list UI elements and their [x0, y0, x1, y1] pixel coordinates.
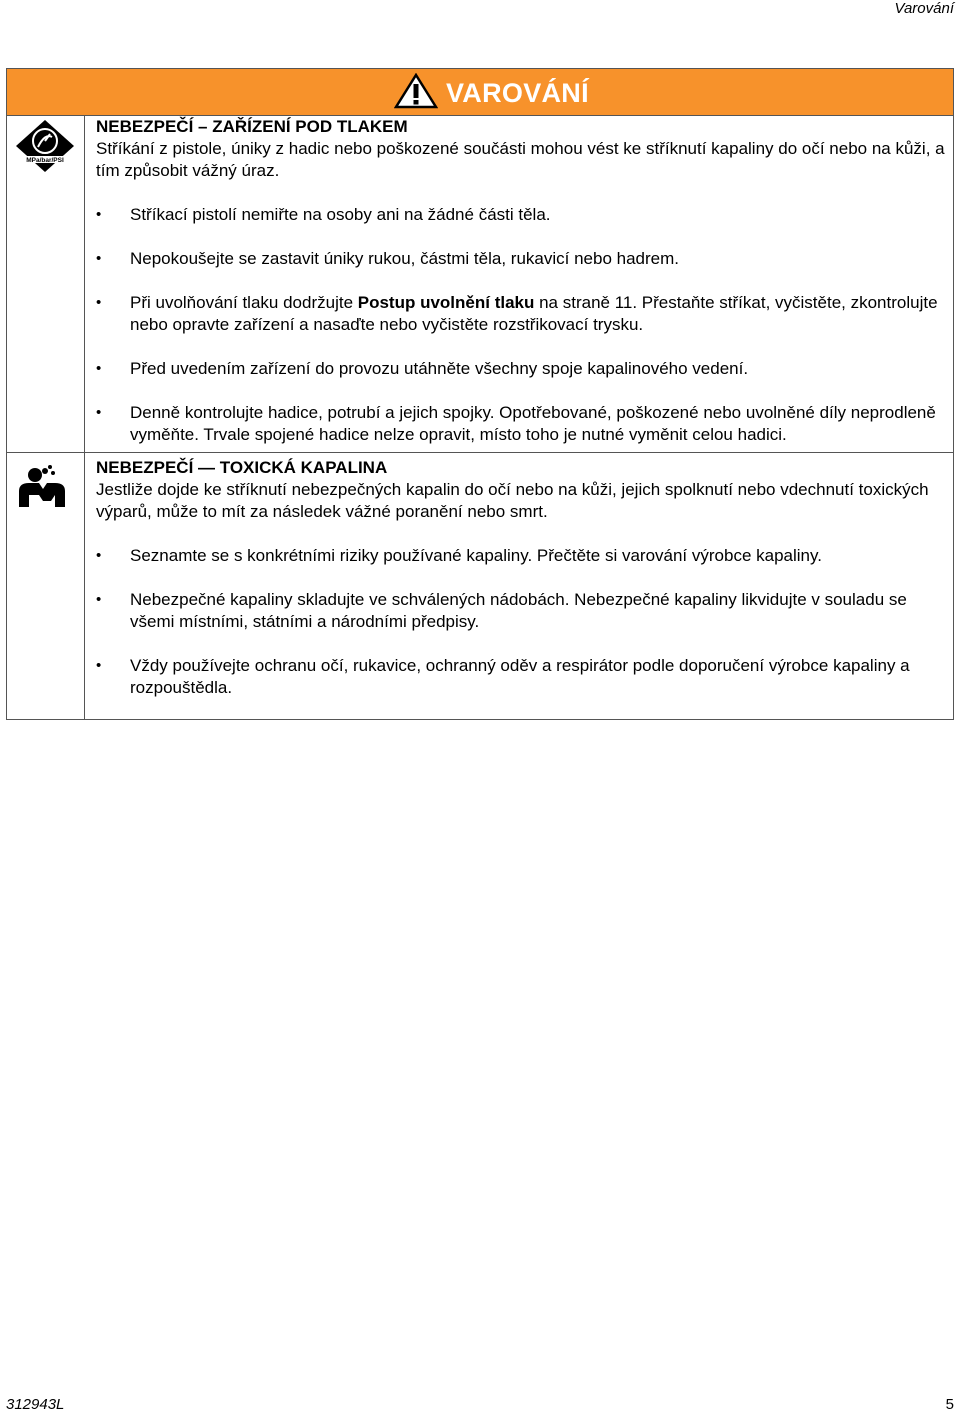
- running-header: Varování: [894, 0, 954, 17]
- hazard-icon-cell: [7, 116, 85, 452]
- list-item: • Denně kontrolujte hadice, potrubí a jejich spojky. Opotřebované, poškozené nebo uvolněné díly neprodleně vyměňte. Trvale spojené hadice nelze opravit, místo toho je nutné vyměnit celou hadici.: [96, 402, 949, 446]
- list-item: • Nebezpečné kapaliny skladujte ve schválených nádobách. Nebezpečné kapaliny likvidujte v souladu se všemi místními, státními a národními předpisy.: [96, 589, 949, 633]
- hazard-row-pressure: [7, 116, 953, 452]
- page-number: 5: [945, 1396, 954, 1413]
- procedure-reference: Postup uvolnění tlaku: [357, 293, 535, 312]
- hazard-bullets: [96, 545, 949, 699]
- list-item: • Při uvolňování tlaku dodržujte Postup uvolnění tlaku na straně 11. Přestaňte stříkat, vyčistěte, zkontrolujte nebo opravte zařízení a nasaďte nebo vyčistěte rozstřikovací trysku.: [96, 292, 949, 336]
- hazard-icon-cell: [7, 453, 85, 719]
- warning-triangle-icon: [394, 73, 438, 114]
- hazard-title: NEBEZPEČÍ — TOXICKÁ KAPALINA: [96, 458, 388, 477]
- list-item: • Seznamte se s konkrétními riziky používané kapaliny. Přečtěte si varování výrobce kapaliny.: [96, 545, 949, 567]
- document-number: 312943L: [6, 1396, 65, 1413]
- hazard-intro: Jestliže dojde ke stříknutí nebezpečných kapalin do očí nebo na kůži, jejich spolknutí nebo vdechnutí toxických výparů, může to mít za následek vážné poranění nebo smrt.: [96, 480, 929, 521]
- warning-banner: [7, 69, 953, 116]
- hazard-intro: Stříkání z pistole, úniky z hadic nebo poškozené součásti mohou vést ke stříknutí kapaliny do očí nebo na kůži, a tím způsobit vážný úraz.: [96, 139, 945, 180]
- banner-title: VAROVÁNÍ: [446, 78, 589, 108]
- toxic-fluid-icon: [17, 461, 67, 514]
- svg-text:MPa/bar/PSI: MPa/bar/PSI: [26, 157, 64, 164]
- hazard-row-toxic: [7, 452, 953, 719]
- pressure-gauge-icon: [15, 119, 75, 178]
- list-item: • Stříkací pistolí nemiřte na osoby ani na žádné části těla.: [96, 204, 949, 226]
- list-item: • Vždy používejte ochranu očí, rukavice, ochranný oděv a respirátor podle doporučení výrobce kapaliny a rozpouštědla.: [96, 655, 949, 699]
- hazard-title: NEBEZPEČÍ – ZAŘÍZENÍ POD TLAKEM: [96, 117, 408, 136]
- hazard-bullets: [96, 204, 949, 446]
- list-item: • Nepokoušejte se zastavit úniky rukou, částmi těla, rukavicí nebo hadrem.: [96, 248, 949, 270]
- warning-table: [6, 68, 954, 720]
- list-item: • Před uvedením zařízení do provozu utáhněte všechny spoje kapalinového vedení.: [96, 358, 949, 380]
